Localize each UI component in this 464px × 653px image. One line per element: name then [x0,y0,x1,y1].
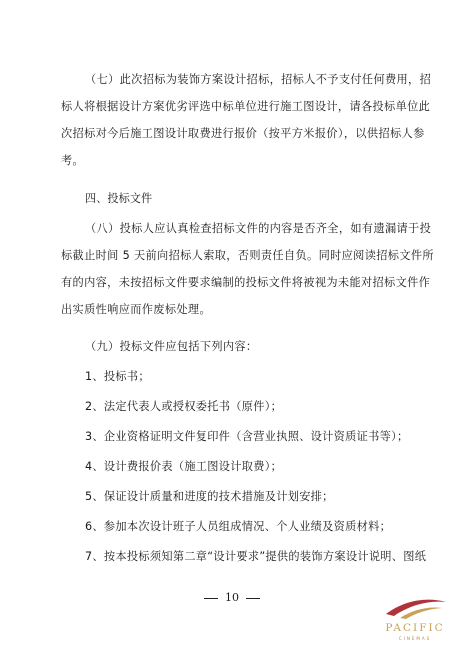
paragraph-9: （九）投标文件应包括下列内容： [85,340,258,353]
paragraph-line: 次招标对今后施工图设计取费进行报价（按平方米报价），以供招标人参 [61,127,425,140]
logo-text: PACIFIC [385,622,445,634]
swoosh-icon [372,592,458,624]
page-number-text: 10 [225,591,239,604]
list-item: 2、法定代表人或授权委托书（原件）； [85,400,283,413]
logo-subtext: CINEMAS [398,636,432,641]
paragraph-line: （七）此次招标为装饰方案设计招标，招标人不予支付任何费用，招 [85,73,432,86]
paragraph-line: 出实质性响应而作废标处理。 [61,303,211,316]
paragraph-line: （八）投标人应认真检查招标文件的内容是否齐全，如有遗漏请于投 [85,222,432,235]
dash-left [204,598,218,599]
dash-right [246,598,260,599]
list-item: 5、保证设计质量和进度的技术措施及计划安排； [85,490,334,503]
paragraph-line: 有的内容，未按招标文件要求编制的投标文件将被视为未能对招标文件作 [61,276,431,289]
paragraph-8 [61,215,434,323]
list-item: 4、设计费报价表（施工图设计取费）； [85,460,283,473]
paragraph-line: 考。 [61,154,85,167]
pacific-cinemas-logo [372,592,458,644]
paragraph-7 [61,66,432,174]
list-item: 1、投标书； [85,370,150,383]
list-item: 3、企业资格证明文件复印件（含营业执照、设计资质证书等）； [85,430,409,443]
list-item: 6、参加本次设计班子人员组成情况、个人业绩及资质材料； [85,520,392,533]
section-heading: 四、投标文件 [85,192,153,205]
paragraph-line: 标截止时间 5 天前向招标人索取，否则责任自负。同时应阅读招标文件所 [61,249,434,262]
paragraph-line: 标人将根据设计方案优劣评选中标单位进行施工图设计，请各投标单位此 [61,100,431,113]
list-item: 7、按本投标须知第二章“设计要求”提供的装饰方案设计说明、图纸 [85,550,427,563]
